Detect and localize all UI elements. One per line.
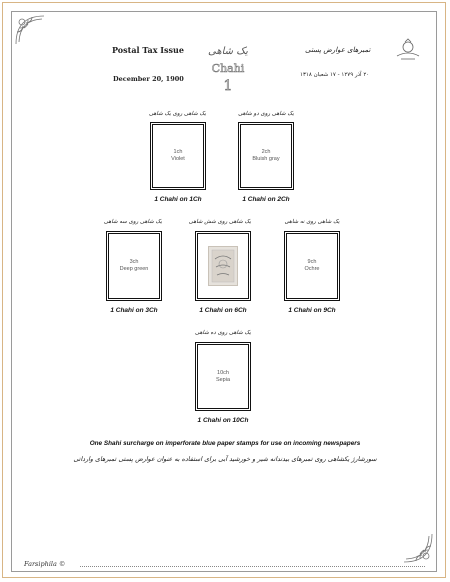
slot-4-title: یک شاهی روی شش شاهی <box>188 219 251 225</box>
page-title: Postal Tax Issue <box>112 45 184 55</box>
persian-date: ۲۰ آذر ۱۲۷۹ - ۱۷ شعبان ۱۳۱۸ <box>300 72 370 78</box>
ornament-bottom-right-icon <box>400 530 434 564</box>
slot-1-title: یک شاهی روی یک شاهی <box>148 111 206 117</box>
stamp-slot-2 <box>238 122 294 190</box>
description-persian: سورشارژ یکشاهی روی تمبرهای بیدندانه شیر و خورشید آبی برای استفاده به عنوان عوارض پستی تمبرهای وارداتی <box>73 455 377 463</box>
logo-number: 1 <box>223 78 233 94</box>
logo <box>205 38 251 98</box>
stamp-slot-3 <box>106 231 162 301</box>
description-english: One Shahi surcharge on imperforate blue paper stamps for use on incoming newspapers <box>89 440 361 447</box>
logo-latin: Chahi <box>211 62 245 75</box>
slot-6-caption: 1 Chahi on 10Ch <box>197 417 249 424</box>
stamp-slot-5 <box>284 231 340 301</box>
footer-divider <box>80 566 425 567</box>
footer-signature: Farsiphila © <box>24 560 66 568</box>
slot-6-value: 10ch <box>217 369 229 376</box>
slot-3-value: 3ch <box>129 259 139 265</box>
slot-3-caption: 1 Chahi on 3Ch <box>110 307 158 314</box>
stamp-image <box>208 246 238 286</box>
stamp-slot-6 <box>195 342 251 411</box>
lion-and-sun-emblem-icon <box>393 38 423 62</box>
slot-1-color: Violet <box>171 156 185 162</box>
slot-5-value: 9ch <box>307 259 317 265</box>
slot-2-caption: 1 Chahi on 2Ch <box>242 196 290 203</box>
slot-5-title: یک شاهی روی نه شاهی <box>284 219 340 225</box>
stamp-slot-4 <box>195 231 251 301</box>
ornament-top-left-icon <box>14 14 48 48</box>
issue-date: December 20, 1900 <box>113 75 184 83</box>
slot-3-color: Deep green <box>119 266 149 272</box>
logo-persian: یک شاهی <box>208 46 248 57</box>
slot-1-value: 1ch <box>173 149 183 155</box>
slot-4-caption: 1 Chahi on 6Ch <box>199 307 247 314</box>
slot-2-value: 2ch <box>261 149 271 155</box>
slot-1-caption: 1 Chahi on 1Ch <box>154 196 202 203</box>
slot-5-caption: 1 Chahi on 9Ch <box>288 307 336 314</box>
persian-title: تمبرهای عوارض پستی <box>305 46 371 54</box>
stamp-slot-1 <box>150 122 206 190</box>
slot-6-color: Sepia <box>215 376 231 383</box>
slot-5-color: Ochre <box>304 266 320 272</box>
slot-3-title: یک شاهی روی سه شاهی <box>103 219 162 225</box>
slot-6-title: یک شاهی روی ده شاهی <box>195 330 251 336</box>
slot-2-color: Bluish gray <box>252 156 280 162</box>
slot-2-title: یک شاهی روی دو شاهی <box>238 111 294 117</box>
